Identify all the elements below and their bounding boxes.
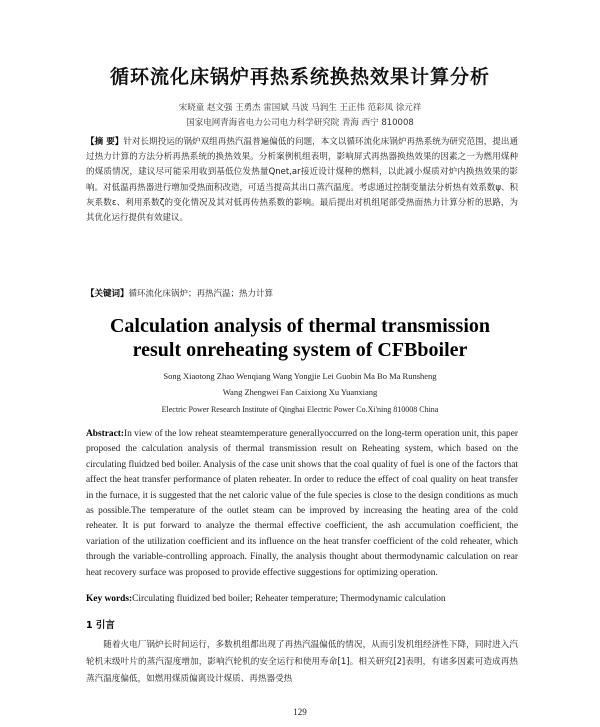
english-title-line-2: result onreheating system of CFBboiler: [132, 339, 468, 361]
english-abstract-text: In view of the low reheat steamtemperature generallyoccurred on the long-term operation unit, this paper proposed the calculation analysis of thermal transmission result on Reheating system, which based on the circulating fluidzed bed boiler. Analysis of the case unit shows that the coal quality of fuel is one of the factors that affect the heat transfer performance of platen reheater. In order to reduce the effect of coal quality on heat transfer in the furnace, it is suggested that the net caloric value of the fule species is close to the design conditions as much as possible.The temperature of the outlet steam can be improved by increasing the heating area of the cold reheater. It is put forward to analyze the thermal effective coefficient, the ash accumulation coefficient, the variation of the utilization coefficient and its influence on the heat transfer coefficient of the cold reheater, which through the variable-controlling approach. Finally, the analysis thought about thermodynamic calculation on rear heat recovery surface was proposed to provide effective suggestions for optimizing operation.: [86, 429, 518, 578]
chinese-affiliation: 国家电网青海省电力公司电力科学研究院 青海 西宁 810008: [186, 118, 414, 128]
chinese-keywords: [86, 287, 518, 299]
chinese-abstract-text: 针对长期投运的锅炉双组再热汽温普遍偏低的问题，本文以循环流化床锅炉再热系统为研究范围，提出通过热力计算的方法分析再热系统的换热效果。分析案例机组表明，影响屏式再热器换热效果的因素之一为燃用煤种的煤质情况，建议尽可能采用收到基低位发热量Qnet,ar接近设计煤种的燃料，以此减小煤质对炉内换热效果的影响。对低温再热器进行增加受热面积改造，可适当提高其出口蒸汽温度。考虑通过控制变量法分析热有效系数ψ、积灰系数ε、利用系数ζ的变化情况及其对低再传热系数的影响。最后提出对机组尾部受热面热力计算分析的思路，为其优化运行提供有效建议。: [86, 137, 518, 224]
english-keywords: [86, 594, 518, 604]
english-keywords-text: Circulating fluidized bed boiler; Reheater temperature; Thermodynamic calculation: [132, 594, 446, 604]
section-heading: 1 引言: [86, 620, 115, 631]
chinese-abstract: [86, 135, 518, 226]
english-affiliation: Electric Power Research Institute of Qinghai Electric Power Co.Xi'ning 810008 China: [161, 405, 439, 414]
english-title-line-1: Calculation analysis of thermal transmission: [109, 315, 491, 337]
english-authors: [150, 368, 450, 400]
english-authors-line-2: Wang Zhengwei Fan Caixiong Xu Yuanxiang: [222, 387, 378, 397]
english-title: [0, 314, 600, 362]
chinese-keywords-label: 【关键词】: [86, 289, 129, 299]
page-number: 129: [293, 707, 307, 717]
english-abstract: [86, 427, 518, 581]
chinese-title: 循环流化床锅炉再热系统换热效果计算分析: [109, 66, 490, 88]
english-authors-line-1: Song Xiaotong Zhao Wenqiang Wang Yongjie Lei Guobin Ma Bo Ma Runsheng: [163, 371, 437, 381]
chinese-abstract-label: 【摘 要】: [86, 137, 124, 147]
english-keywords-label: Key words:: [86, 594, 133, 604]
chinese-keywords-text: 循环流化床锅炉；再热汽温；热力计算: [128, 289, 274, 299]
chinese-authors: 宋晓童 赵文强 王勇杰 雷国斌 马波 马润生 王正伟 范彩凤 徐元祥: [178, 103, 422, 113]
english-abstract-label: Abstract:: [86, 429, 125, 439]
introduction-paragraph: 随着火电厂锅炉长时间运行，多数机组都出现了再热汽温偏低的情况，从而引发机组经济性下降，同时进入汽轮机末级叶片的蒸汽湿度增加，影响汽轮机的安全运行和使用寿命[1]。相关研究[2]表明，有诸多因素可造成再热蒸汽温度偏低，如燃用煤质偏离设计煤质、再热器受热: [86, 640, 518, 684]
